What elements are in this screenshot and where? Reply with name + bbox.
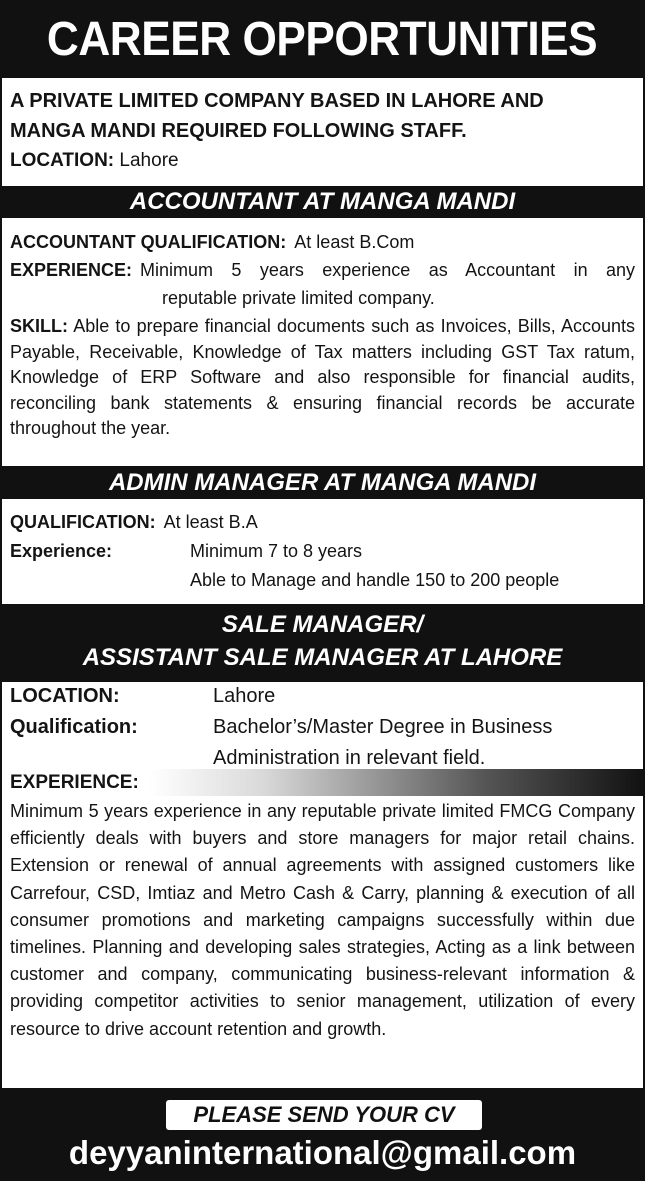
sales-heading-band (0, 604, 645, 682)
sales-location-row (10, 681, 635, 712)
sales-heading-line-1: SALE MANAGER/ (221, 611, 424, 638)
sales-details (10, 681, 635, 774)
admin-experience-row (10, 537, 635, 566)
admin-experience-line-1: Minimum 7 to 8 years (190, 541, 363, 561)
send-cv-text: PLEASE SEND YOUR CV (193, 1102, 455, 1127)
admin-qualification-value: At least B.A (163, 512, 258, 532)
sales-location-label: LOCATION: (10, 685, 120, 707)
title-banner (0, 0, 645, 78)
page-title: CAREER OPPORTUNITIES (47, 12, 598, 66)
intro-line-1: A PRIVATE LIMITED COMPANY BASED IN LAHORE AND (10, 90, 544, 112)
accountant-qualification-row (10, 230, 635, 254)
accountant-experience-line-2: reputable private limited company. (162, 288, 435, 308)
intro-location (10, 146, 635, 176)
sales-location-value: Lahore (213, 685, 276, 707)
intro-section (10, 86, 635, 176)
accountant-skill-text: Able to prepare financial documents such as Invoices, Bills, Accounts Payable, Receivable, Knowledge of Tax matters including GST Tax ratum, Knowledge of ERP Software and also responsible for financial audits, reconciling bank statements & ensuring financial records be accurate throughout the year. (10, 316, 636, 438)
admin-heading: ADMIN MANAGER AT MANGA MANDI (108, 469, 537, 496)
accountant-qualification-label: ACCOUNTANT QUALIFICATION: (10, 232, 287, 252)
accountant-qualification-value: At least B.Com (294, 232, 415, 252)
accountant-heading: ACCOUNTANT AT MANGA MANDI (129, 188, 516, 215)
accountant-skill-label: SKILL: (10, 316, 68, 336)
sales-experience-label: EXPERIENCE: (10, 772, 139, 793)
accountant-details (10, 230, 635, 442)
admin-heading-band (0, 466, 645, 499)
accountant-experience-row (10, 258, 635, 282)
sales-experience-text: Minimum 5 years experience in any reputable private limited FMCG Company efficiently deals with buyers and store managers for major retail chains. Extension or renewal of annual agreements with assigned customers like Carrefour, CSD, Imtiaz and Metro Cash & Carry, planning & execution of all consumer promotions and marketing campaigns successfully within due timelines. Planning and developing sales strategies, Acting as a link between customer and company, communicating business-relevant information & providing competitor activities to senior management, utilization of every resource to drive account retention and growth. (10, 801, 635, 1039)
intro-location-label: LOCATION: (10, 150, 115, 171)
admin-qualification-label: QUALIFICATION: (10, 512, 156, 532)
accountant-heading-band (0, 186, 645, 218)
sales-experience-label-bar (10, 769, 644, 796)
admin-qualification-row (10, 508, 635, 537)
sales-qualification-label: Qualification: (10, 716, 138, 738)
intro-location-value: Lahore (119, 150, 179, 171)
accountant-experience-label: EXPERIENCE: (10, 260, 133, 280)
intro-line-2: MANGA MANDI REQUIRED FOLLOWING STAFF. (10, 120, 467, 142)
send-cv-box (166, 1100, 482, 1130)
admin-experience-line-2: Able to Manage and handle 150 to 200 people (190, 570, 560, 590)
accountant-skill (10, 314, 635, 442)
contact-email[interactable]: deyyaninternational@gmail.com (68, 1134, 577, 1171)
accountant-experience-line-1: Minimum 5 years experience as Accountant in any (140, 260, 635, 280)
sales-qualification-line-1: Bachelor’s/Master Degree in Business (213, 716, 553, 738)
admin-details (10, 508, 635, 595)
admin-experience-label: Experience: (10, 541, 113, 561)
sales-qualification-line-2: Administration in relevant field. (213, 747, 486, 769)
sales-qualification-row (10, 712, 635, 743)
sales-heading-line-2: ASSISTANT SALE MANAGER AT LAHORE (82, 644, 563, 671)
